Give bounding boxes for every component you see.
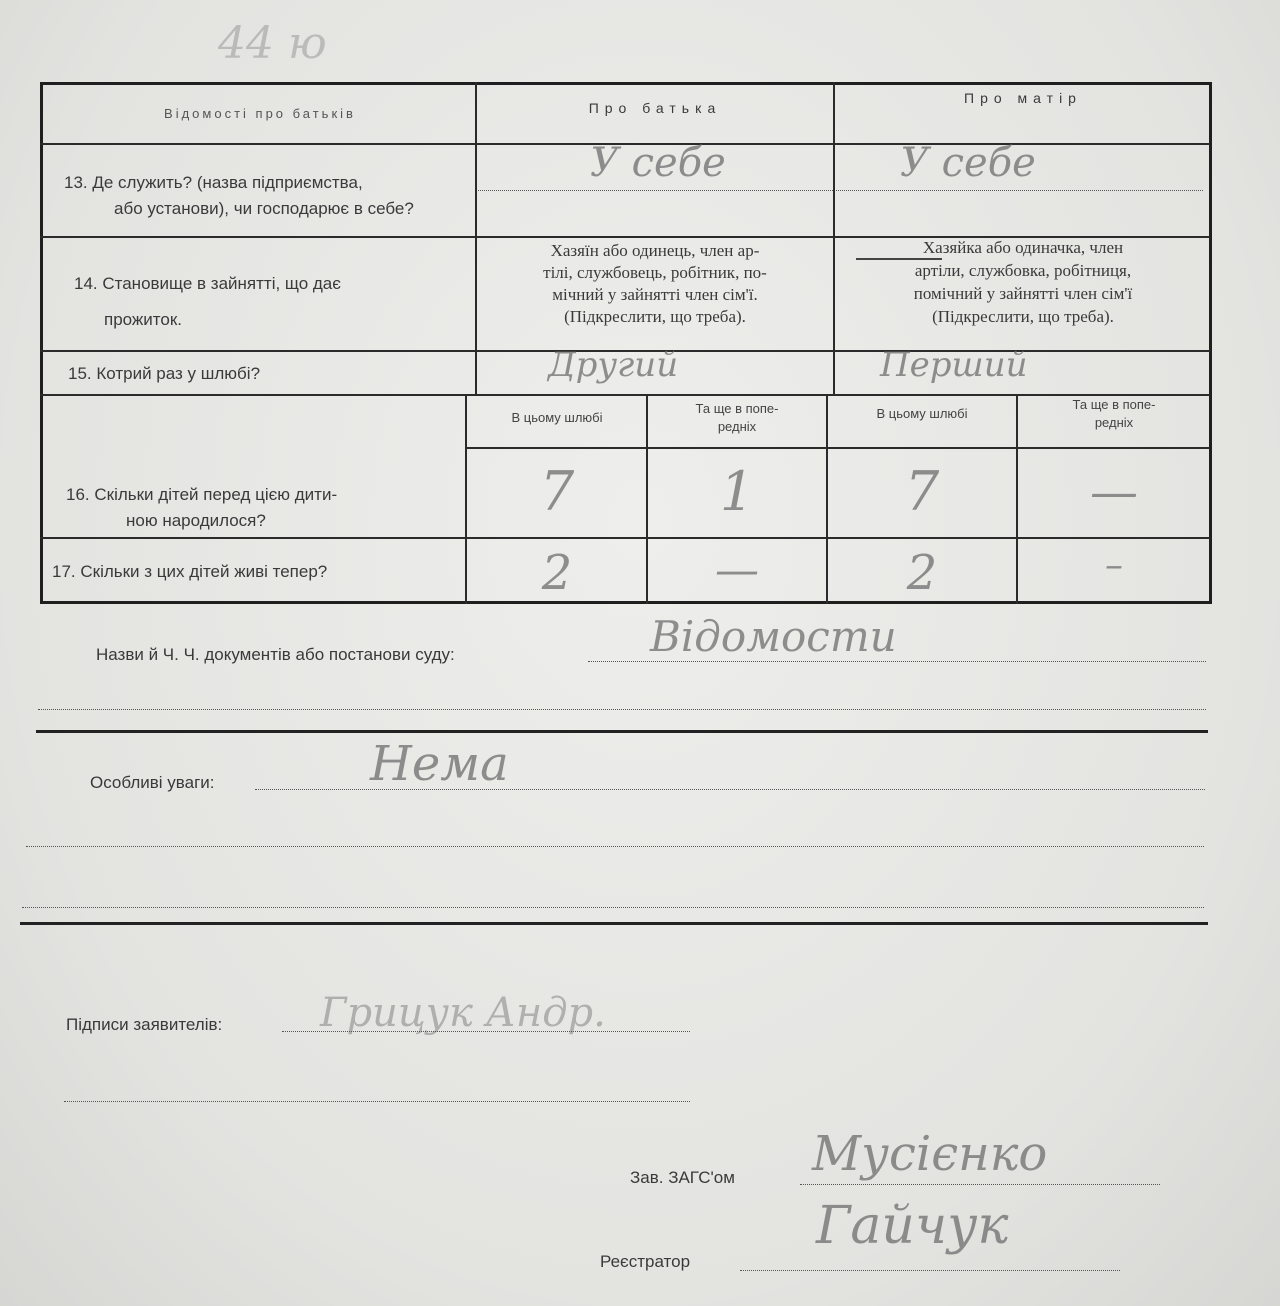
row14-father-line3: мічний у зайнятті член сім'ї. xyxy=(552,285,758,304)
documents-value: Відомости xyxy=(650,612,897,661)
head-label: Зав. ЗАГС'ом xyxy=(630,1168,735,1187)
row17-father-this: 2 xyxy=(541,545,573,601)
row14-label-line1: 14. Становище в зайнятті, що дає xyxy=(74,274,341,293)
row15-label: 15. Котрий раз у шлюбі? xyxy=(68,364,261,383)
col-divider xyxy=(833,82,835,394)
row13-label-line1: 13. Де служить? (назва підприємства, xyxy=(64,173,363,192)
signatures-entry-line xyxy=(282,1031,690,1032)
row-divider xyxy=(465,447,1210,449)
row16-label-line2: ною народилося? xyxy=(126,511,266,530)
row14-mother-line2: артіли, службовка, робітниця, xyxy=(914,261,1132,280)
row17-mother-this: 2 xyxy=(906,545,938,601)
row14-father-options xyxy=(480,240,830,328)
row14-label-line2: прожиток. xyxy=(104,310,183,329)
registrar-signature: Гайчук xyxy=(816,1196,1009,1256)
documents-label: Назви й Ч. Ч. документів або постанови суду: xyxy=(96,645,455,664)
subheader-mother-prev-line2: редніх xyxy=(1094,415,1134,430)
mother-selected-underline xyxy=(856,258,942,260)
head-entry-line xyxy=(800,1184,1160,1185)
head-signature: Мусієнко xyxy=(812,1126,1048,1182)
remarks-entry-line-2 xyxy=(26,846,1204,847)
col-divider xyxy=(465,394,467,604)
documents-entry-line-2 xyxy=(38,709,1206,710)
col-divider xyxy=(475,82,477,394)
row16-father-this: 7 xyxy=(539,460,575,523)
row13-mother-value: У себе xyxy=(900,140,1036,186)
subheader-father-prev-line2: редніх xyxy=(717,419,757,434)
row13-father-value: У себе xyxy=(590,140,726,186)
subheader-mother-this: В цьому шлюбі xyxy=(876,406,968,421)
subheader-mother-prev-line1: Та ще в попе- xyxy=(1072,397,1156,412)
subheader-father-prev-line1: Та ще в попе- xyxy=(695,401,779,416)
registrar-entry-line xyxy=(740,1270,1120,1271)
row14-father-line4: (Підкреслити, що треба). xyxy=(564,307,746,326)
row15-father-value: Другий xyxy=(548,345,679,385)
header-parents-info: Відомості про батьків xyxy=(164,106,356,121)
row14-mother-line4: (Підкреслити, що треба). xyxy=(932,307,1114,326)
row14-mother-line1: Хазяйка або одиначка, член xyxy=(922,238,1124,257)
row-divider xyxy=(40,537,1210,539)
remarks-entry-line xyxy=(255,789,1205,790)
remarks-value: Нема xyxy=(370,736,509,792)
entry-line xyxy=(478,190,1203,191)
section-rule xyxy=(20,922,1208,925)
row15-mother-value: Перший xyxy=(880,345,1028,385)
signatures-value: Грицук Андр. xyxy=(320,990,606,1036)
row14-father-line1: Хазяїн або одинець, член ар- xyxy=(550,241,760,260)
row17-mother-prev: – xyxy=(1105,545,1123,586)
header-father: Про батька xyxy=(588,100,722,116)
row16-mother-this: 7 xyxy=(904,460,940,523)
page-number-mark: 44 ю xyxy=(218,18,327,69)
row13-label xyxy=(64,170,414,222)
subheader-father-this: В цьому шлюбі xyxy=(511,410,603,425)
subheader-mother-prev xyxy=(1018,396,1210,432)
row14-mother-options xyxy=(838,236,1208,328)
registrar-label: Реєстратор xyxy=(600,1252,691,1271)
signatures-label: Підписи заявителів: xyxy=(66,1015,223,1034)
row16-label-line1: 16. Скільки дітей перед цією дити- xyxy=(66,485,338,504)
row17-father-prev: — xyxy=(715,545,759,596)
row14-father-line2: тілі, службовець, робітник, по- xyxy=(543,263,767,282)
section-rule xyxy=(36,730,1208,733)
documents-entry-line xyxy=(588,661,1206,662)
header-mother: Про матір xyxy=(964,90,1082,106)
remarks-label: Особливі уваги: xyxy=(90,773,215,792)
row13-label-line2: або установи), чи господарює в себе? xyxy=(114,199,414,218)
row16-label xyxy=(66,482,337,534)
remarks-entry-line-3 xyxy=(22,907,1204,908)
row16-father-prev: 1 xyxy=(719,460,755,523)
row16-mother-prev: — xyxy=(1090,464,1138,520)
subheader-father-prev xyxy=(648,400,826,436)
row14-mother-line3: помічний у зайнятті член сім'ї xyxy=(913,284,1133,303)
row17-label: 17. Скільки з цих дітей живі тепер? xyxy=(52,562,328,581)
row14-label xyxy=(74,266,341,338)
signatures-entry-line-2 xyxy=(64,1101,690,1102)
